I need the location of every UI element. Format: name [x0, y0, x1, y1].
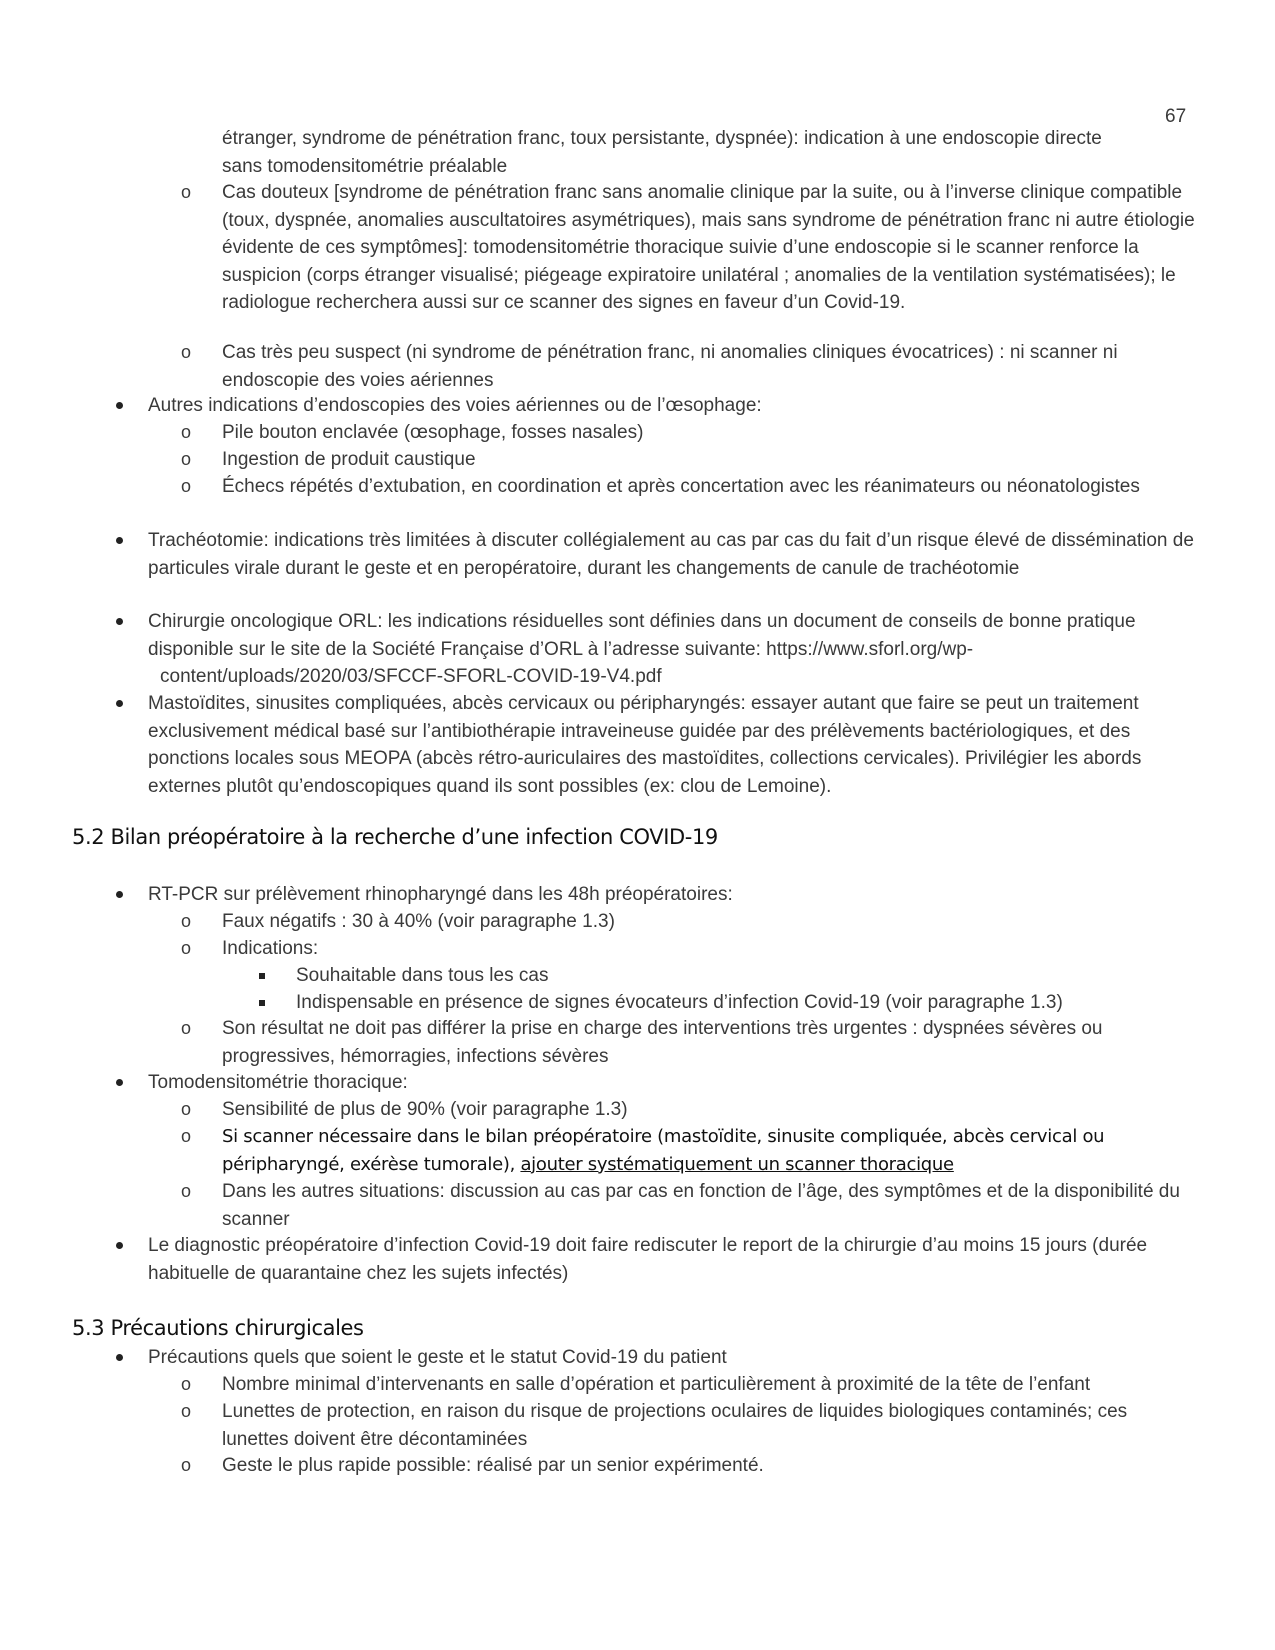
list-item-pile-bouton: Pile bouton enclavée (œsophage, fosses nasales) [222, 422, 644, 443]
circle-bullet-icon: o [181, 1401, 192, 1421]
circle-bullet-icon: o [181, 1455, 192, 1475]
list-item-diagnostic: Le diagnostic préopératoire d’infection Covid-19 doit faire rediscuter le report de la chirurgie d’au moins 15 jours (durée habituelle de quarantaine chez les sujets infectés) [148, 1235, 1148, 1284]
bullet-icon [116, 537, 123, 544]
circle-bullet-icon: o [181, 1181, 192, 1201]
list-item-peu-suspect: Cas très peu suspect (ni syndrome de pénétration franc, ni anomalies cliniques évocatrices) : ni scanner ni endoscopie des voies aériennes [222, 342, 1118, 391]
list-item-souhaitable: Souhaitable dans tous les cas [296, 965, 549, 986]
list-item-rt-pcr: RT-PCR sur prélèvement rhinopharyngé dans les 48h préopératoires: [148, 884, 733, 905]
circle-bullet-icon: o [181, 1018, 192, 1038]
continuation-text: étranger, syndrome de pénétration franc, toux persistante, dyspnée): indication à une endoscopie directe sans tomodensitométrie préalable [222, 128, 1102, 177]
bullet-icon [116, 891, 123, 898]
circle-bullet-icon: o [181, 1099, 192, 1119]
list-item-indispensable: Indispensable en présence de signes évocateurs d’infection Covid-19 (voir paragraphe 1.3) [296, 992, 1063, 1013]
list-item-precautions: Précautions quels que soient le geste et le statut Covid-19 du patient [148, 1347, 727, 1368]
section-heading-5-2: 5.2 Bilan préopératoire à la recherche d’une infection COVID-19 [72, 825, 718, 849]
list-item-lunettes: Lunettes de protection, en raison du risque de projections oculaires de liquides biologiques contaminés; ces lunettes doivent être décontaminées [222, 1401, 1128, 1450]
circle-bullet-icon: o [181, 911, 192, 931]
circle-bullet-icon: o [181, 422, 192, 442]
list-item-cas-douteux: Cas douteux [syndrome de pénétration franc sans anomalie clinique par la suite, ou à l’inverse clinique compatible (toux, dyspnée, anomalies auscultatoires asymétriques), mais sans syndrome de pénétration franc ni autre étiologie évidente de ces symptômes]: tomodensitométrie thoracique suivie d’une endoscopie si le scanner renforce la suspicion (corps étranger visualisé; piégeage expiratoire unilatéral ; anomalies de la ventilation systématisées); le radiologue recherchera aussi sur ce scanner des signes en faveur d’un Covid-19. [222, 182, 1195, 314]
list-item-autres-situations: Dans les autres situations: discussion au cas par cas en fonction de l’âge, des symptômes et de la disponibilité du scanner [222, 1181, 1180, 1230]
square-bullet-icon [259, 973, 265, 979]
circle-bullet-icon: o [181, 342, 192, 362]
list-item-mastoidites: Mastoïdites, sinusites compliquées, abcès cervicaux ou péripharyngés: essayer autant que faire se peut un traitement exclusivement médical basé sur l’antibiothérapie intraveineuse guidée par des prélèvements bactériologiques, et des ponctions locales sous MEOPA (abcès rétro-auriculaires des mastoïdites, collections cervicales). Privilégier les abords externes plutôt qu’endoscopiques quand ils sont possibles (ex: clou de Lemoine). [148, 693, 1142, 797]
circle-bullet-icon: o [181, 449, 192, 469]
bullet-icon [116, 700, 123, 707]
bullet-icon [116, 1354, 123, 1361]
bullet-icon [116, 1242, 123, 1249]
list-item-nombre-minimal: Nombre minimal d’intervenants en salle d’opération et particulièrement à proximité de la tête de l’enfant [222, 1374, 1091, 1395]
circle-bullet-icon: o [181, 1374, 192, 1394]
bullet-icon [116, 1079, 123, 1086]
underlined-recommendation: ajouter systématiquement un scanner thoracique [520, 1153, 954, 1175]
sforl-url: content/uploads/2020/03/SFCCF-SFORL-COVID-19-V4.pdf [160, 666, 662, 688]
page-number: 67 [1165, 106, 1187, 127]
list-item-autres-indications: Autres indications d’endoscopies des voies aériennes ou de l’œsophage: [148, 395, 762, 416]
list-item-scanner-necessaire: Si scanner nécessaire dans le bilan préopératoire (mastoïdite, sinusite compliquée, abcès cervical ou péripharyngé, exérèse tumorale), ajouter systématiquement un scanner thoracique [222, 1126, 1105, 1175]
circle-bullet-icon: o [181, 938, 192, 958]
list-item-geste: Geste le plus rapide possible: réalisé par un senior expérimenté. [222, 1455, 764, 1476]
list-item-sensibilite: Sensibilité de plus de 90% (voir paragraphe 1.3) [222, 1099, 628, 1120]
square-bullet-icon [259, 1000, 265, 1006]
bullet-icon [116, 402, 123, 409]
list-item-indications: Indications: [222, 938, 319, 959]
bullet-icon [116, 618, 123, 625]
list-item-chirurgie-oncologique: Chirurgie oncologique ORL: les indications résiduelles sont définies dans un document de conseils de bonne pratique disponible sur le site de la Société Française d’ORL à l’adresse suivante: https://www.sforl.org/wp- content/uploads/2020/03/SFCCF-SFORL-COVID-19-V4.pdf [148, 608, 1198, 691]
list-item-faux-negatifs: Faux négatifs : 30 à 40% (voir paragraphe 1.3) [222, 911, 615, 932]
section-heading-5-3: 5.3 Précautions chirurgicales [72, 1316, 364, 1340]
list-item-tracheotomie: Trachéotomie: indications très limitées à discuter collégialement au cas par cas du fait d’un risque élevé de dissémination de particules virale durant le geste et en peropératoire, durant les changements de canule de trachéotomie [148, 530, 1194, 579]
circle-bullet-icon: o [181, 476, 192, 496]
list-item-caustique: Ingestion de produit caustique [222, 449, 476, 470]
circle-bullet-icon: o [181, 1126, 192, 1146]
list-item-extubation: Échecs répétés d’extubation, en coordination et après concertation avec les réanimateurs ou néonatologistes [222, 476, 1140, 497]
circle-bullet-icon: o [181, 182, 192, 202]
list-item-resultat: Son résultat ne doit pas différer la prise en charge des interventions très urgentes : dyspnées sévères ou progressives, hémorragies, infections sévères [222, 1018, 1103, 1067]
list-item-tomodensitometrie: Tomodensitométrie thoracique: [148, 1072, 408, 1093]
